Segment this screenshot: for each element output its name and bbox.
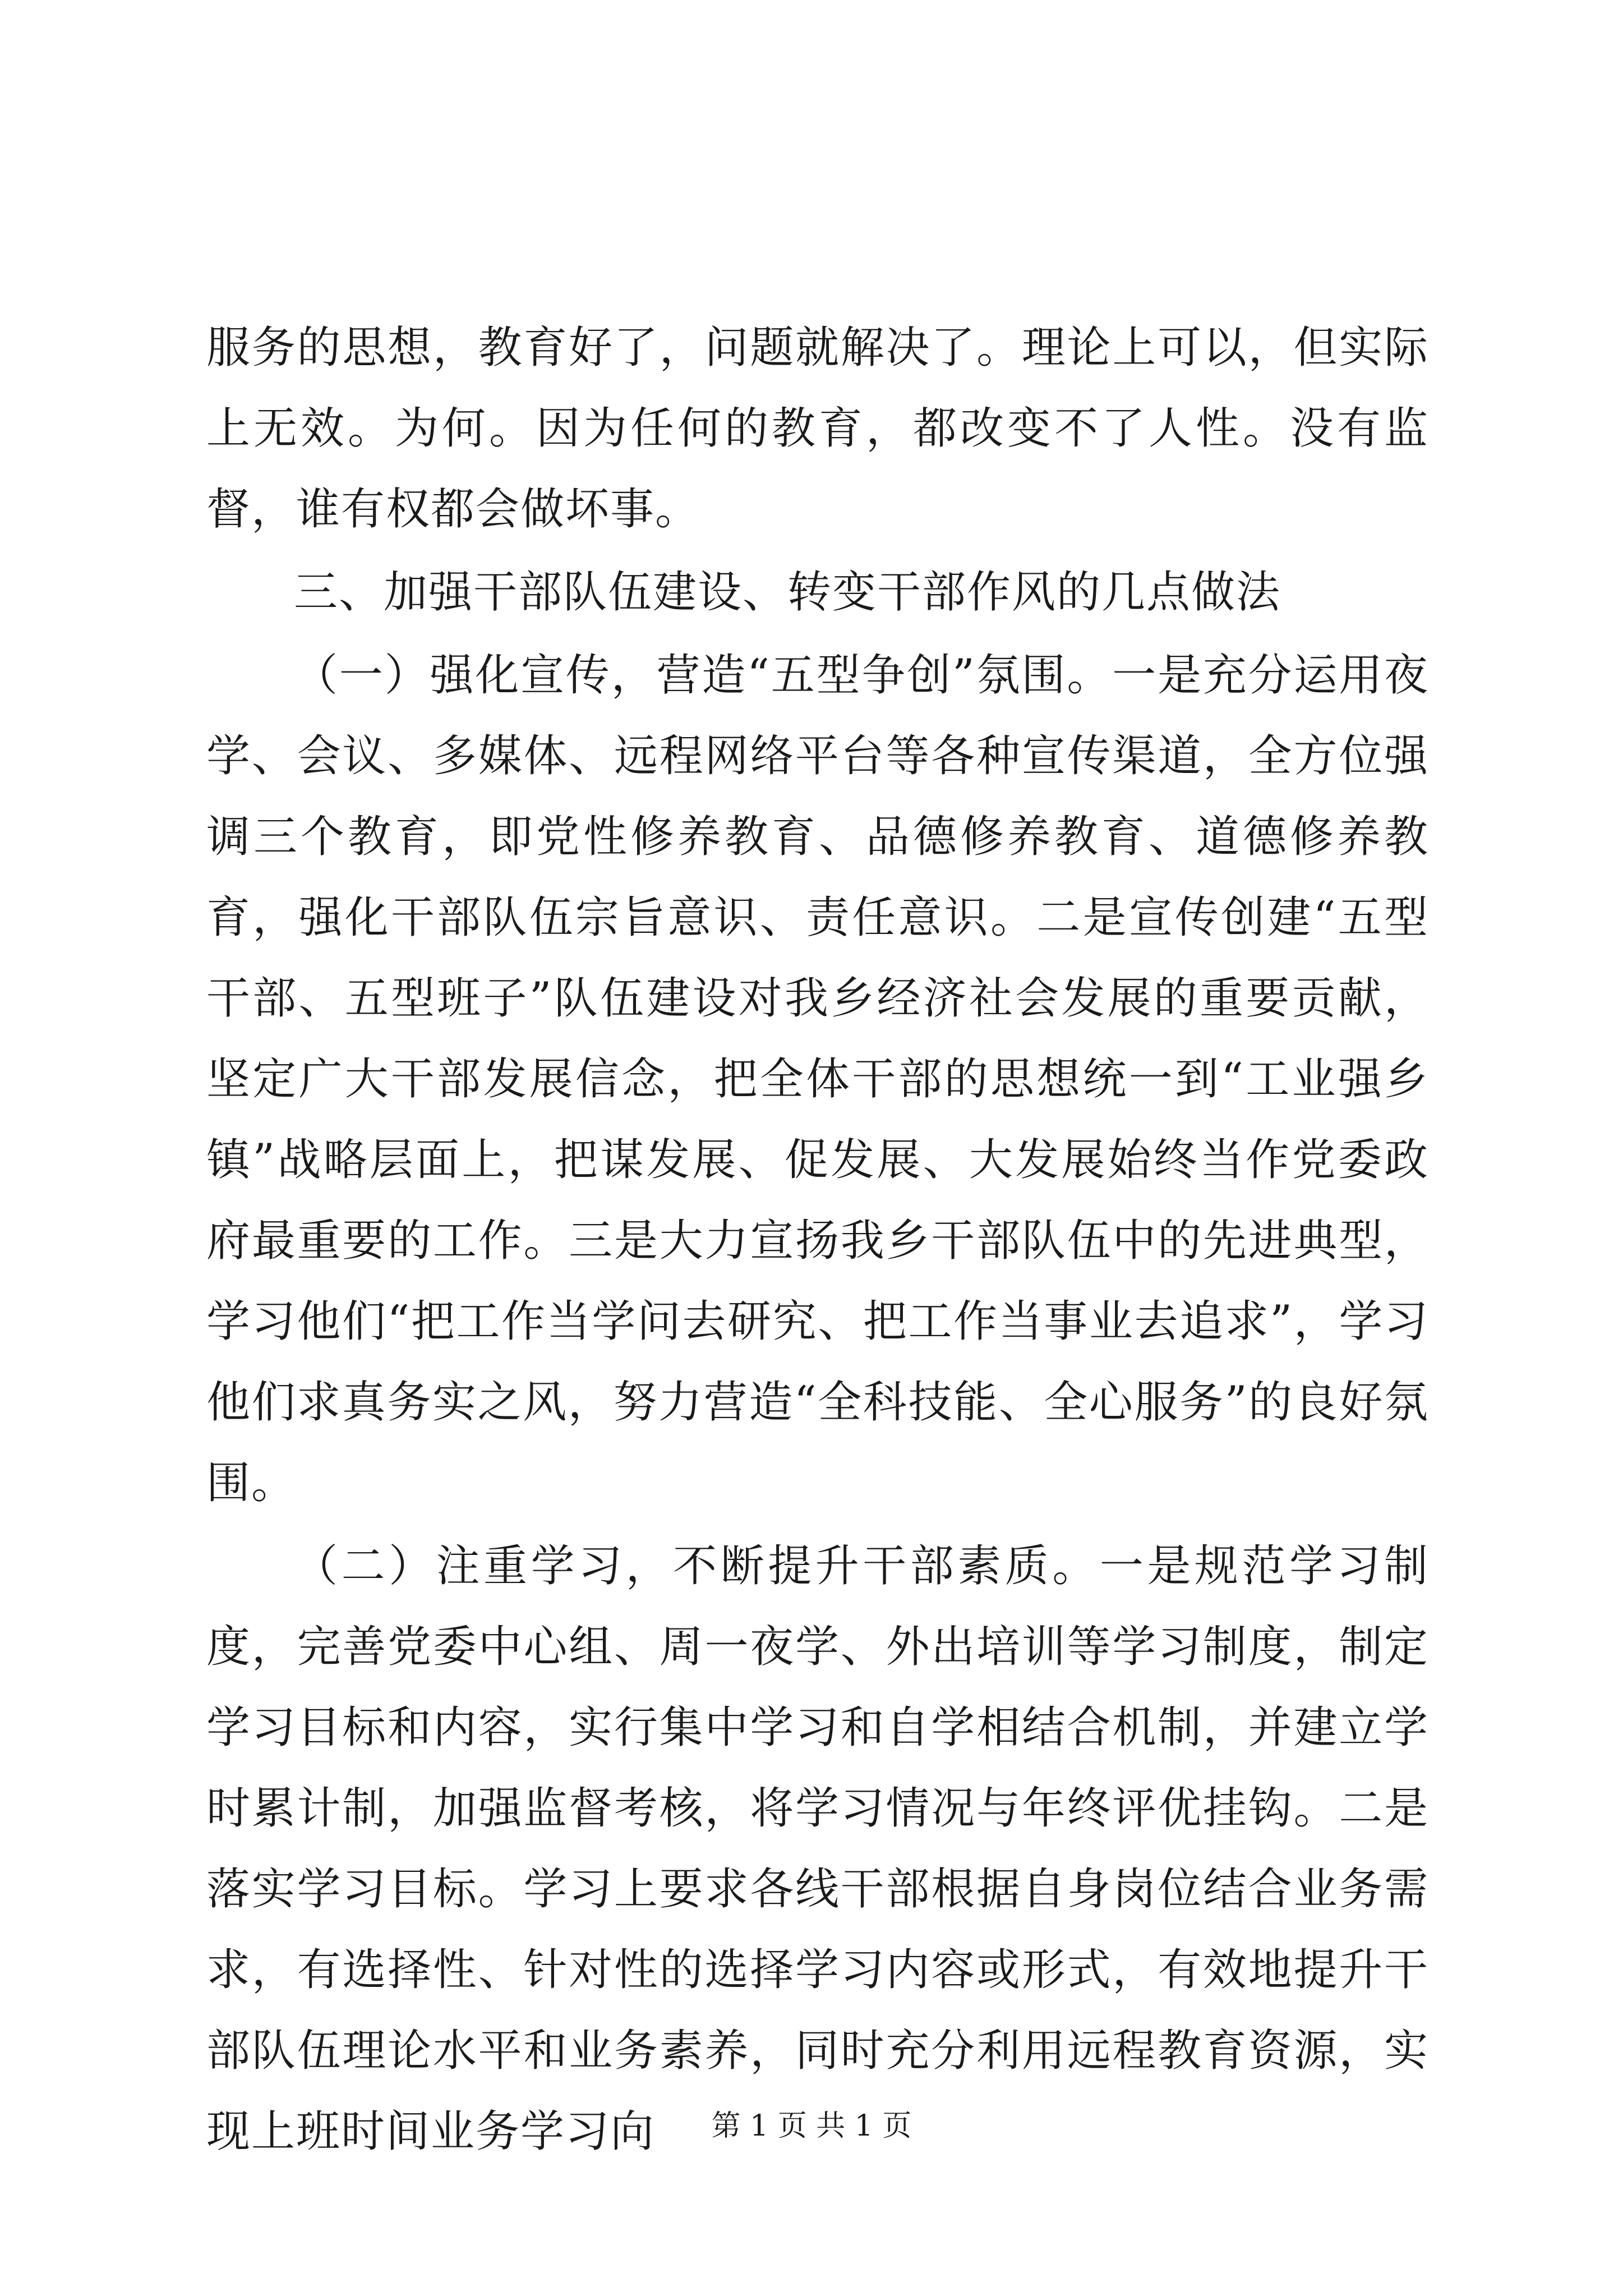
section-heading: 三、加强干部队伍建设、转变干部作风的几点做法 [294,567,1281,618]
paragraph-learning: （二）注重学习，不断提升干部素质。一是规范学习制度，完善党委中心组、周一夜学、外出培训等学习制度，制定学习目标和内容，实行集中学习和自学相结合机制，并建立学时累计制，加强监督考核，将学习情况与年终评优挂钩。二是落实学习目标。学习上要求各线干部根据自身岗位结合业务需求，有选择性、针对性的选择学习内容或形式，有效地提升干部队伍理论水平和业务素养，同时充分利用远程教育资源，实现上班时间业务学习向 [206,1541,1429,2157]
paragraph-publicity: （一）强化宣传，营造“五型争创”氛围。一是充分运用夜学、会议、多媒体、远程网络平台等各种宣传渠道，全方位强调三个教育，即党性修养教育、品德修养教育、道德修养教育，强化干部队伍宗旨意识、责任意识。二是宣传创建“五型干部、五型班子”队伍建设对我乡经济社会发展的重要贡献，坚定广大干部发展信念，把全体干部的思想统一到“工业强乡镇”战略层面上，把谋发展、促发展、大发展始终当作党委政府最重要的工作。三是大力宣扬我乡干部队伍中的先进典型，学习他们“把工作当学问去研究、把工作当事业去追求”，学习他们求真务实之风，努力营造“全科技能、全心服务”的良好氛围。 [206,650,1429,1508]
paragraph-continuation: 服务的思想，教育好了，问题就解决了。理论上可以，但实际上无效。为何。因为任何的教育，都改变不了人性。没有监督，谁有权都会做坏事。 [206,323,1429,535]
document-body [206,307,1429,2172]
page-footer: 第 1 页 共 1 页 [711,2109,912,2143]
